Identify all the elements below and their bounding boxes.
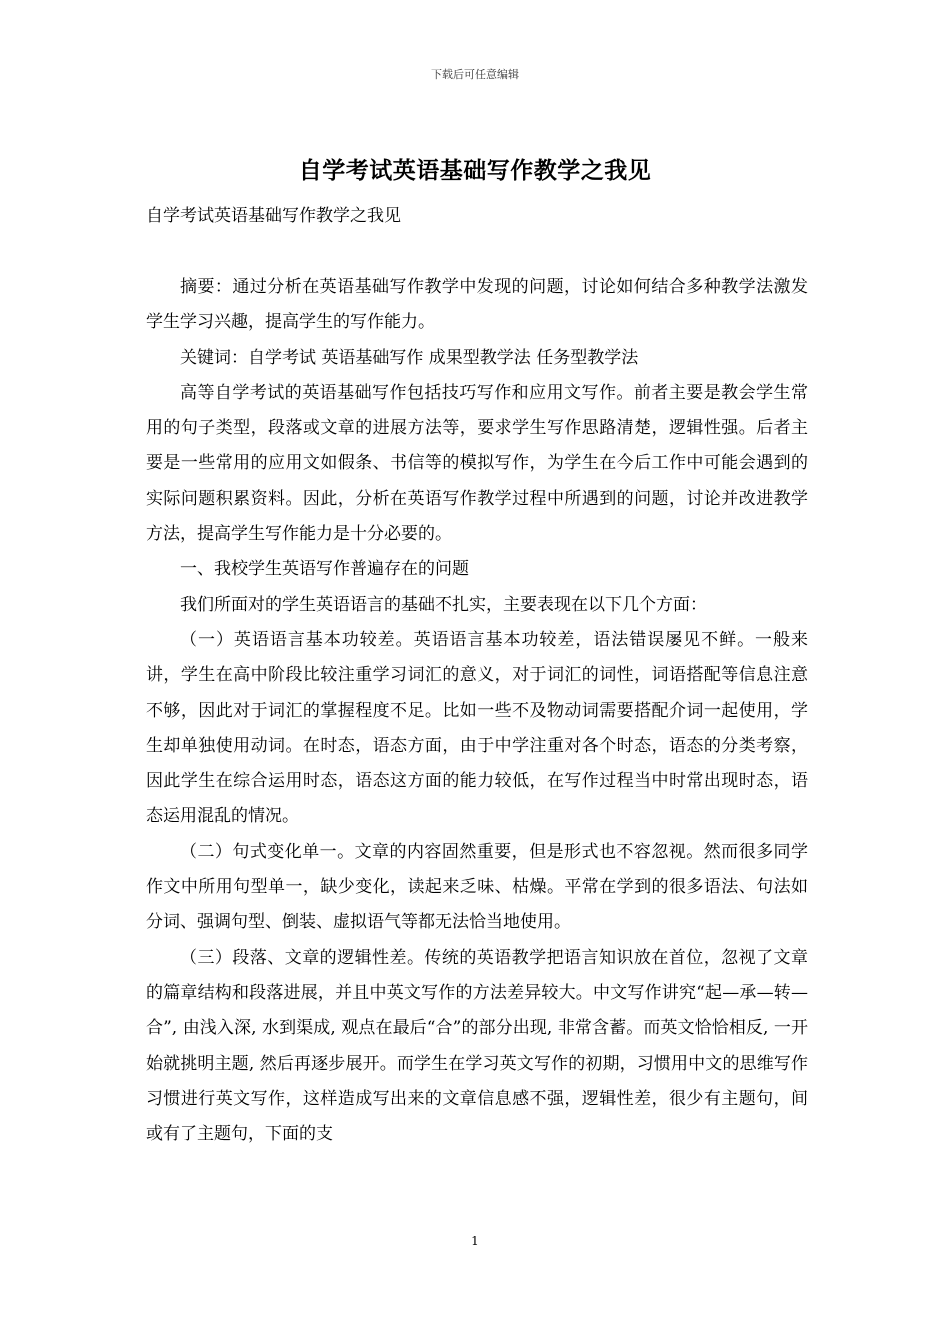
body-paragraph: （三）段落、文章的逻辑性差。传统的英语教学把语言知识放在首位，忽视了文章的篇章结构和段落进展，并且中英文写作的方法差异较大。中文写作讲究“起—承—转—合”, 由浅入深, 水到渠成, 观点在最后“合”的部分出现, 非常含蓄。而英文恰恰相反, 一开始就挑明主题, 然后再逐步展开。而学生在学习英文写作的初期，习惯用中文的思维写作习惯进行英文写作，这样造成写出来的文章信息感不强，逻辑性差，很少有主题句，间或有了主题句，下面的支 bbox=[146, 947, 808, 1145]
document-subtitle: 自学考试英语基础写作教学之我见 bbox=[146, 206, 401, 226]
page-number: 1 bbox=[471, 1234, 479, 1248]
body-paragraph: （一）英语语言基本功较差。英语语言基本功较差，语法错误屡见不鲜。一般来讲，学生在高中阶段比较注重学习词汇的意义，对于词汇的词性，词语搭配等信息注意不够，因此对于词汇的掌握程度不足。比如一些不及物动词需要搭配介词一起使用，学生却单独使用动词。在时态，语态方面，由于中学注重对各个时态，语态的分类考察，因此学生在综合运用时态，语态这方面的能力较低，在写作过程当中时常出现时态，语态运用混乱的情况。 bbox=[146, 629, 808, 827]
body-paragraph: 我们所面对的学生英语语言的基础不扎实，主要表现在以下几个方面： bbox=[180, 594, 707, 615]
section-heading: 一、我校学生英语写作普遍存在的问题 bbox=[180, 559, 469, 580]
intro-paragraph: 高等自学考试的英语基础写作包括技巧写作和应用文写作。前者主要是教会学生常用的句子类型，段落或文章的进展方法等，要求学生写作思路清楚，逻辑性强。后者主要是一些常用的应用文如假条、书信等的模拟写作，为学生在今后工作中可能会遇到的实际问题积累资料。因此，分析在英语写作教学过程中所遇到的问题，讨论并改进教学方法，提高学生写作能力是十分必要的。 bbox=[146, 382, 808, 545]
document-title: 自学考试英语基础写作教学之我见 bbox=[298, 157, 652, 184]
abstract-paragraph: 摘要：通过分析在英语基础写作教学中发现的问题，讨论如何结合多种教学法激发学生学习兴趣，提高学生的写作能力。 bbox=[146, 277, 808, 333]
keywords-paragraph: 关键词：自学考试 英语基础写作 成果型教学法 任务型教学法 bbox=[180, 347, 639, 368]
body-paragraph: （二）句式变化单一。文章的内容固然重要，但是形式也不容忽视。然而很多同学作文中所用句型单一，缺少变化，读起来乏味、枯燥。平常在学到的很多语法、句法如分词、强调句型、倒装、虚拟语气等都无法恰当地使用。 bbox=[146, 841, 808, 933]
document-body bbox=[146, 270, 808, 1152]
header-note: 下载后可任意编辑 bbox=[431, 68, 519, 81]
